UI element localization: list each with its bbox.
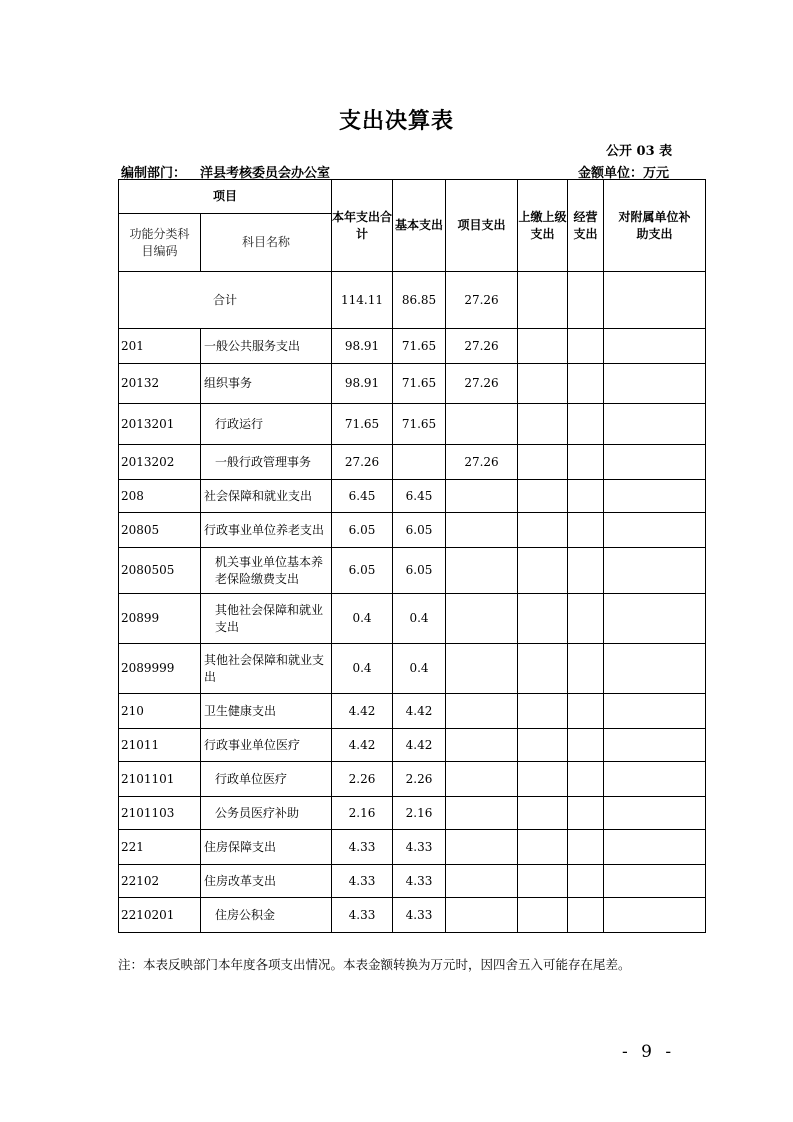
- row-project: 27.26: [446, 445, 518, 480]
- row-project: [446, 865, 518, 898]
- row-total: 0.4: [332, 644, 393, 694]
- row-code: 2013202: [119, 445, 201, 480]
- header-project: 项目: [119, 180, 332, 214]
- row-subsidiary: [604, 830, 706, 865]
- table-row: [119, 364, 706, 404]
- row-name: 组织事务: [201, 364, 332, 404]
- row-operating: [568, 594, 604, 644]
- row-subsidiary: [604, 865, 706, 898]
- row-name: 行政运行: [201, 404, 332, 445]
- row-total: 2.26: [332, 762, 393, 797]
- row-basic: 71.65: [393, 329, 446, 364]
- row-basic: 2.26: [393, 762, 446, 797]
- row-name: 卫生健康支出: [201, 694, 332, 729]
- row-project: [446, 729, 518, 762]
- total-row-project: 27.26: [446, 272, 518, 329]
- page-title: 支出决算表: [338, 108, 454, 134]
- row-remit: [518, 513, 568, 548]
- row-name: 公务员医疗补助: [201, 797, 332, 830]
- header-operating: 经营支出: [568, 180, 604, 272]
- row-name: 其他社会保障和就业支出: [201, 644, 332, 694]
- table-row: [119, 445, 706, 480]
- table-row: [119, 865, 706, 898]
- row-name: 行政单位医疗: [201, 762, 332, 797]
- row-total: 27.26: [332, 445, 393, 480]
- row-operating: [568, 513, 604, 548]
- row-remit: [518, 729, 568, 762]
- row-subsidiary: [604, 729, 706, 762]
- row-project: [446, 694, 518, 729]
- row-code: 2210201: [119, 898, 201, 933]
- row-total: 6.05: [332, 513, 393, 548]
- row-remit: [518, 445, 568, 480]
- total-row-basic: 86.85: [393, 272, 446, 329]
- row-name: 行政事业单位养老支出: [201, 513, 332, 548]
- row-total: 6.45: [332, 480, 393, 513]
- header-basic: 基本支出: [393, 180, 446, 272]
- row-basic: 71.65: [393, 364, 446, 404]
- row-code: 201: [119, 329, 201, 364]
- row-operating: [568, 729, 604, 762]
- row-total: 6.05: [332, 548, 393, 594]
- total-row-remit: [518, 272, 568, 329]
- row-operating: [568, 694, 604, 729]
- row-remit: [518, 762, 568, 797]
- row-operating: [568, 865, 604, 898]
- table-row: [119, 480, 706, 513]
- row-remit: [518, 865, 568, 898]
- row-code: 208: [119, 480, 201, 513]
- row-basic: 4.42: [393, 729, 446, 762]
- table-row: [119, 729, 706, 762]
- row-subsidiary: [604, 513, 706, 548]
- row-basic: 4.33: [393, 898, 446, 933]
- row-remit: [518, 480, 568, 513]
- row-project: [446, 404, 518, 445]
- row-total: 71.65: [332, 404, 393, 445]
- row-total: 2.16: [332, 797, 393, 830]
- department-value: 洋县考核委员会办公室: [200, 166, 331, 181]
- row-code: 22102: [119, 865, 201, 898]
- row-name: 一般公共服务支出: [201, 329, 332, 364]
- row-total: 98.91: [332, 364, 393, 404]
- row-project: [446, 548, 518, 594]
- row-subsidiary: [604, 445, 706, 480]
- row-basic: 2.16: [393, 797, 446, 830]
- table-row: [119, 644, 706, 694]
- row-name: 住房改革支出: [201, 865, 332, 898]
- row-basic: 6.05: [393, 548, 446, 594]
- table-row: [119, 898, 706, 933]
- row-remit: [518, 329, 568, 364]
- row-total: 4.42: [332, 694, 393, 729]
- table-row: [119, 762, 706, 797]
- row-subsidiary: [604, 329, 706, 364]
- row-subsidiary: [604, 404, 706, 445]
- row-basic: 4.33: [393, 830, 446, 865]
- row-basic: 6.05: [393, 513, 446, 548]
- table-row: [119, 594, 706, 644]
- expenditure-table: [118, 179, 706, 933]
- row-operating: [568, 762, 604, 797]
- row-remit: [518, 364, 568, 404]
- row-subsidiary: [604, 797, 706, 830]
- row-remit: [518, 548, 568, 594]
- row-code: 210: [119, 694, 201, 729]
- row-total: 4.33: [332, 898, 393, 933]
- row-subsidiary: [604, 480, 706, 513]
- row-project: [446, 797, 518, 830]
- row-name: 机关事业单位基本养老保险缴费支出: [201, 548, 332, 594]
- row-project: [446, 644, 518, 694]
- row-operating: [568, 404, 604, 445]
- row-code: 20805: [119, 513, 201, 548]
- row-project: [446, 513, 518, 548]
- row-remit: [518, 830, 568, 865]
- row-code: 20899: [119, 594, 201, 644]
- row-basic: [393, 445, 446, 480]
- total-row-subsidiary: [604, 272, 706, 329]
- table-row: [119, 797, 706, 830]
- row-name: 住房公积金: [201, 898, 332, 933]
- row-project: [446, 480, 518, 513]
- header-subject-name: 科目名称: [201, 214, 332, 272]
- page-number: - 9 -: [622, 1042, 676, 1062]
- total-row-label: 合计: [119, 272, 332, 329]
- row-operating: [568, 329, 604, 364]
- row-remit: [518, 644, 568, 694]
- row-code: 2101101: [119, 762, 201, 797]
- row-project: [446, 594, 518, 644]
- row-remit: [518, 594, 568, 644]
- row-basic: 6.45: [393, 480, 446, 513]
- unit-label: 金额单位：万元: [578, 166, 670, 181]
- row-operating: [568, 830, 604, 865]
- row-subsidiary: [604, 548, 706, 594]
- row-code: 2101103: [119, 797, 201, 830]
- row-subsidiary: [604, 898, 706, 933]
- row-basic: 71.65: [393, 404, 446, 445]
- row-name: 行政事业单位医疗: [201, 729, 332, 762]
- row-total: 4.33: [332, 865, 393, 898]
- row-project: [446, 762, 518, 797]
- row-name: 社会保障和就业支出: [201, 480, 332, 513]
- row-total: 0.4: [332, 594, 393, 644]
- row-total: 4.42: [332, 729, 393, 762]
- row-code: 20132: [119, 364, 201, 404]
- row-code: 21011: [119, 729, 201, 762]
- row-subsidiary: [604, 694, 706, 729]
- form-number: 公开 03 表: [606, 144, 673, 159]
- header-subsidiary: 对附属单位补助支出: [604, 180, 706, 272]
- row-operating: [568, 480, 604, 513]
- table-row: [119, 329, 706, 364]
- row-basic: 0.4: [393, 644, 446, 694]
- header-remit: 上缴上级支出: [518, 180, 568, 272]
- row-project: [446, 898, 518, 933]
- row-code: 2089999: [119, 644, 201, 694]
- row-operating: [568, 644, 604, 694]
- row-subsidiary: [604, 762, 706, 797]
- row-operating: [568, 548, 604, 594]
- row-operating: [568, 364, 604, 404]
- total-row-total: 114.11: [332, 272, 393, 329]
- table-row: [119, 513, 706, 548]
- table-row: [119, 830, 706, 865]
- row-subsidiary: [604, 364, 706, 404]
- row-name: 一般行政管理事务: [201, 445, 332, 480]
- row-operating: [568, 797, 604, 830]
- row-basic: 4.33: [393, 865, 446, 898]
- table-row: [119, 694, 706, 729]
- row-operating: [568, 898, 604, 933]
- row-code: 2080505: [119, 548, 201, 594]
- row-total: 4.33: [332, 830, 393, 865]
- row-project: [446, 830, 518, 865]
- row-remit: [518, 797, 568, 830]
- row-basic: 0.4: [393, 594, 446, 644]
- row-operating: [568, 445, 604, 480]
- row-code: 221: [119, 830, 201, 865]
- department-label: 编制部门：: [121, 166, 187, 181]
- row-subsidiary: [604, 644, 706, 694]
- table-row: [119, 404, 706, 445]
- row-name: 住房保障支出: [201, 830, 332, 865]
- row-project: 27.26: [446, 364, 518, 404]
- row-remit: [518, 404, 568, 445]
- row-remit: [518, 898, 568, 933]
- footnote: 注：本表反映部门本年度各项支出情况。本表金额转换为万元时，因四舍五入可能存在尾差。: [118, 957, 631, 972]
- header-project-exp: 项目支出: [446, 180, 518, 272]
- header-func-code: 功能分类科目编码: [119, 214, 201, 272]
- header-total: 本年支出合计: [332, 180, 393, 272]
- row-code: 2013201: [119, 404, 201, 445]
- table-row: [119, 548, 706, 594]
- row-total: 98.91: [332, 329, 393, 364]
- total-row-operating: [568, 272, 604, 329]
- row-basic: 4.42: [393, 694, 446, 729]
- row-remit: [518, 694, 568, 729]
- row-project: 27.26: [446, 329, 518, 364]
- row-subsidiary: [604, 594, 706, 644]
- row-name: 其他社会保障和就业支出: [201, 594, 332, 644]
